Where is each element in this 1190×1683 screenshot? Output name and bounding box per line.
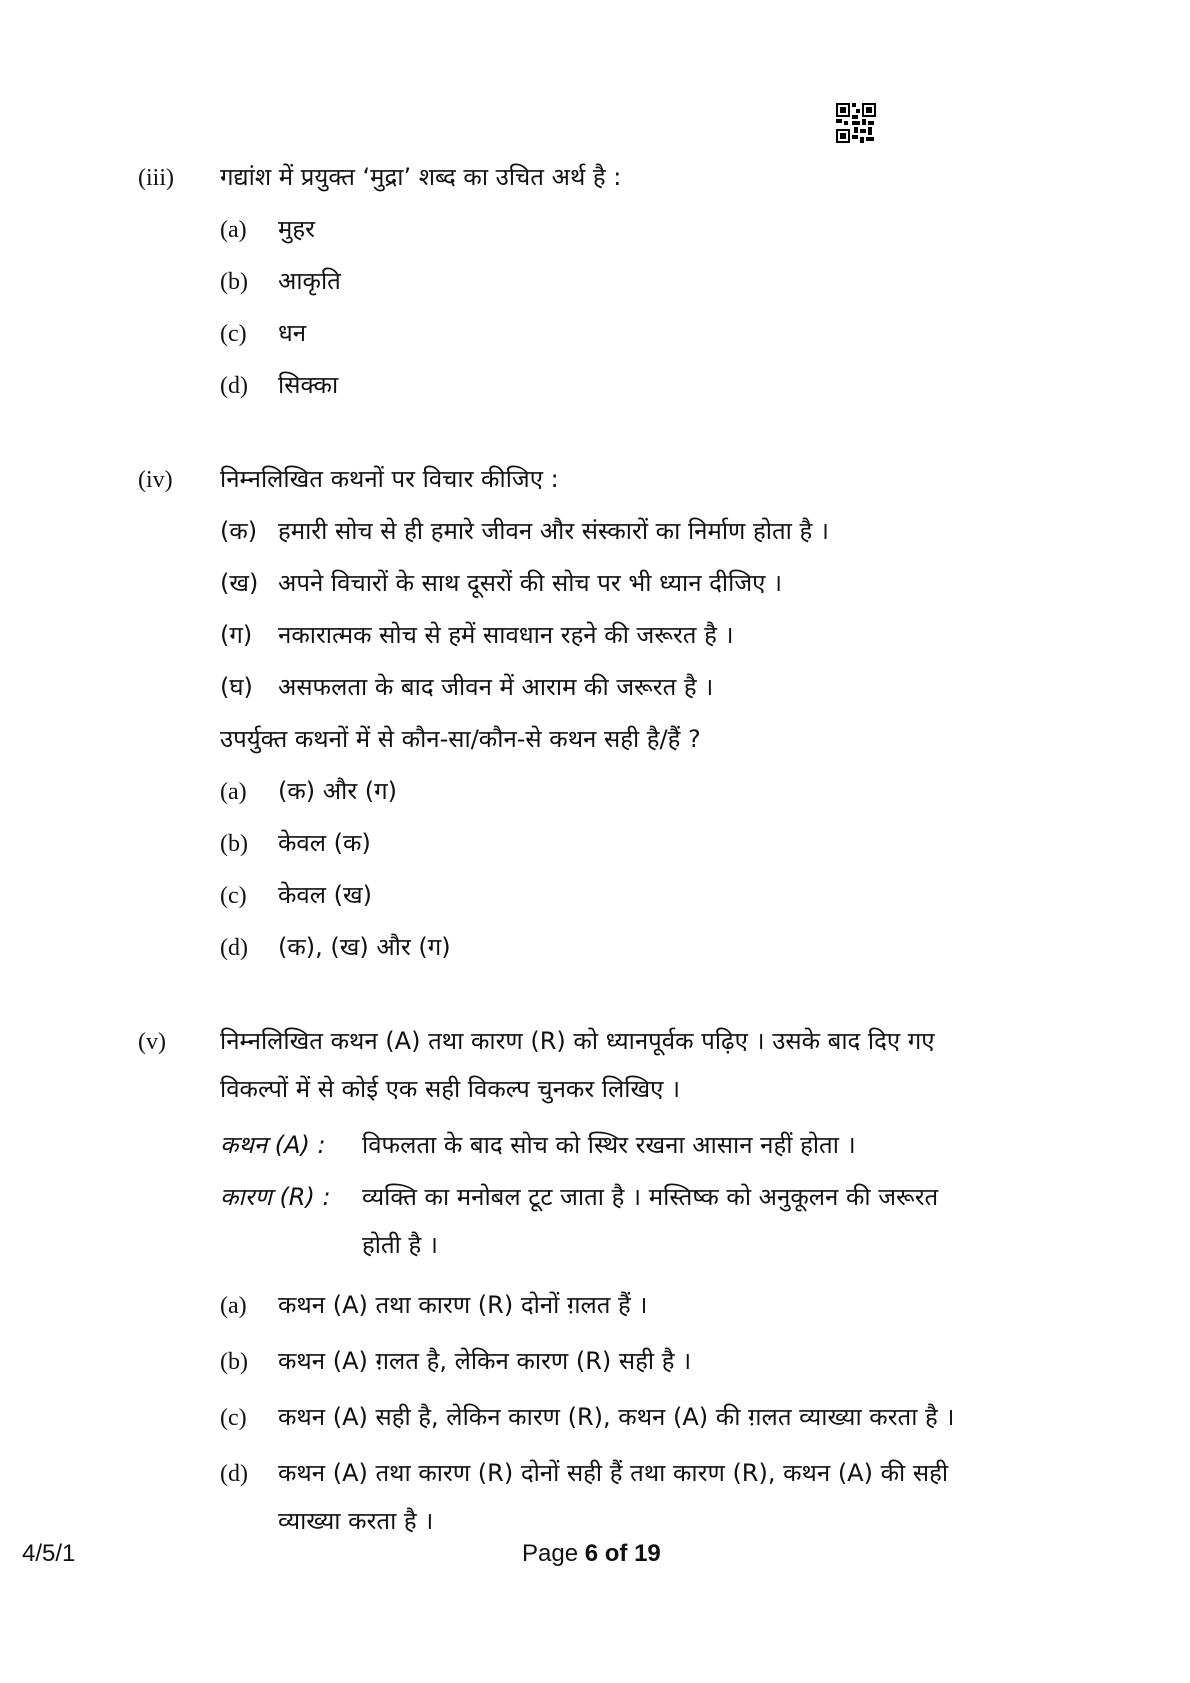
option-c: (c) केवल (ख) <box>220 881 373 909</box>
option-a: (a) मुहर <box>220 215 315 243</box>
assertion-text: विफलता के बाद सोच को स्थिर रखना आसान नहीं होता । <box>362 1131 856 1159</box>
option-c: (c) कथन (A) सही है, लेकिन कारण (R), कथन (A) की ग़लत व्याख्या करता है । <box>220 1403 955 1431</box>
option-c: (c) धन <box>220 319 307 347</box>
option-d: (d) कथन (A) तथा कारण (R) दोनों सही हैं तथा कारण (R), कथन (A) की सही <box>220 1459 949 1487</box>
question-prompt: उपर्युक्त कथनों में से कौन-सा/कौन-से कथन सही है/हैं ? <box>220 725 701 753</box>
paper-code: 4/5/1 <box>22 1540 76 1567</box>
statement-ga: (ग) नकारात्मक सोच से हमें सावधान रहने की जरूरत है । <box>220 621 734 649</box>
reason-text-line2: होती है । <box>362 1231 438 1259</box>
question-text-line1: निम्नलिखित कथन (A) तथा कारण (R) को ध्यानपूर्वक पढ़िए । उसके बाद दिए गए <box>220 1027 935 1055</box>
question-text-line2: विकल्पों में से कोई एक सही विकल्प चुनकर लिखिए । <box>220 1075 681 1103</box>
question-number: (v) <box>138 1029 166 1055</box>
statement-ka: (क) हमारी सोच से ही हमारे जीवन और संस्कारों का निर्माण होता है । <box>220 517 829 545</box>
assertion-label: कथन (A) : <box>220 1131 326 1159</box>
question-number: (iii) <box>138 165 174 191</box>
assertion <box>220 1128 856 1161</box>
option-b: (b) केवल (क) <box>220 829 371 857</box>
option-a: (a) (क) और (ग) <box>220 777 398 805</box>
page-number: Page 6 of 19 <box>522 1540 661 1567</box>
question-text: निम्नलिखित कथनों पर विचार कीजिए : <box>220 465 559 493</box>
statement-kha: (ख) अपने विचारों के साथ दूसरों की सोच पर भी ध्यान दीजिए । <box>220 569 783 597</box>
option-b: (b) कथन (A) ग़लत है, लेकिन कारण (R) सही है । <box>220 1347 692 1375</box>
option-b: (b) आकृति <box>220 267 341 295</box>
reason <box>220 1180 938 1213</box>
option-d: (d) सिक्का <box>220 371 339 399</box>
option-d: (d) (क), (ख) और (ग) <box>220 933 451 961</box>
question-number: (iv) <box>138 467 173 493</box>
option-d-line2: व्याख्या करता है । <box>278 1507 434 1535</box>
reason-label: कारण (R) : <box>220 1183 331 1211</box>
qr-code-icon <box>836 103 876 143</box>
statement-gha: (घ) असफलता के बाद जीवन में आराम की जरूरत है । <box>220 673 714 701</box>
reason-text-line1: व्यक्ति का मनोबल टूट जाता है । मस्तिष्क को अनुकूलन की जरूरत <box>362 1183 939 1211</box>
option-a: (a) कथन (A) तथा कारण (R) दोनों ग़लत हैं । <box>220 1291 648 1319</box>
question-text: गद्यांश में प्रयुक्त ‘मुद्रा’ शब्द का उचित अर्थ है : <box>220 163 622 191</box>
